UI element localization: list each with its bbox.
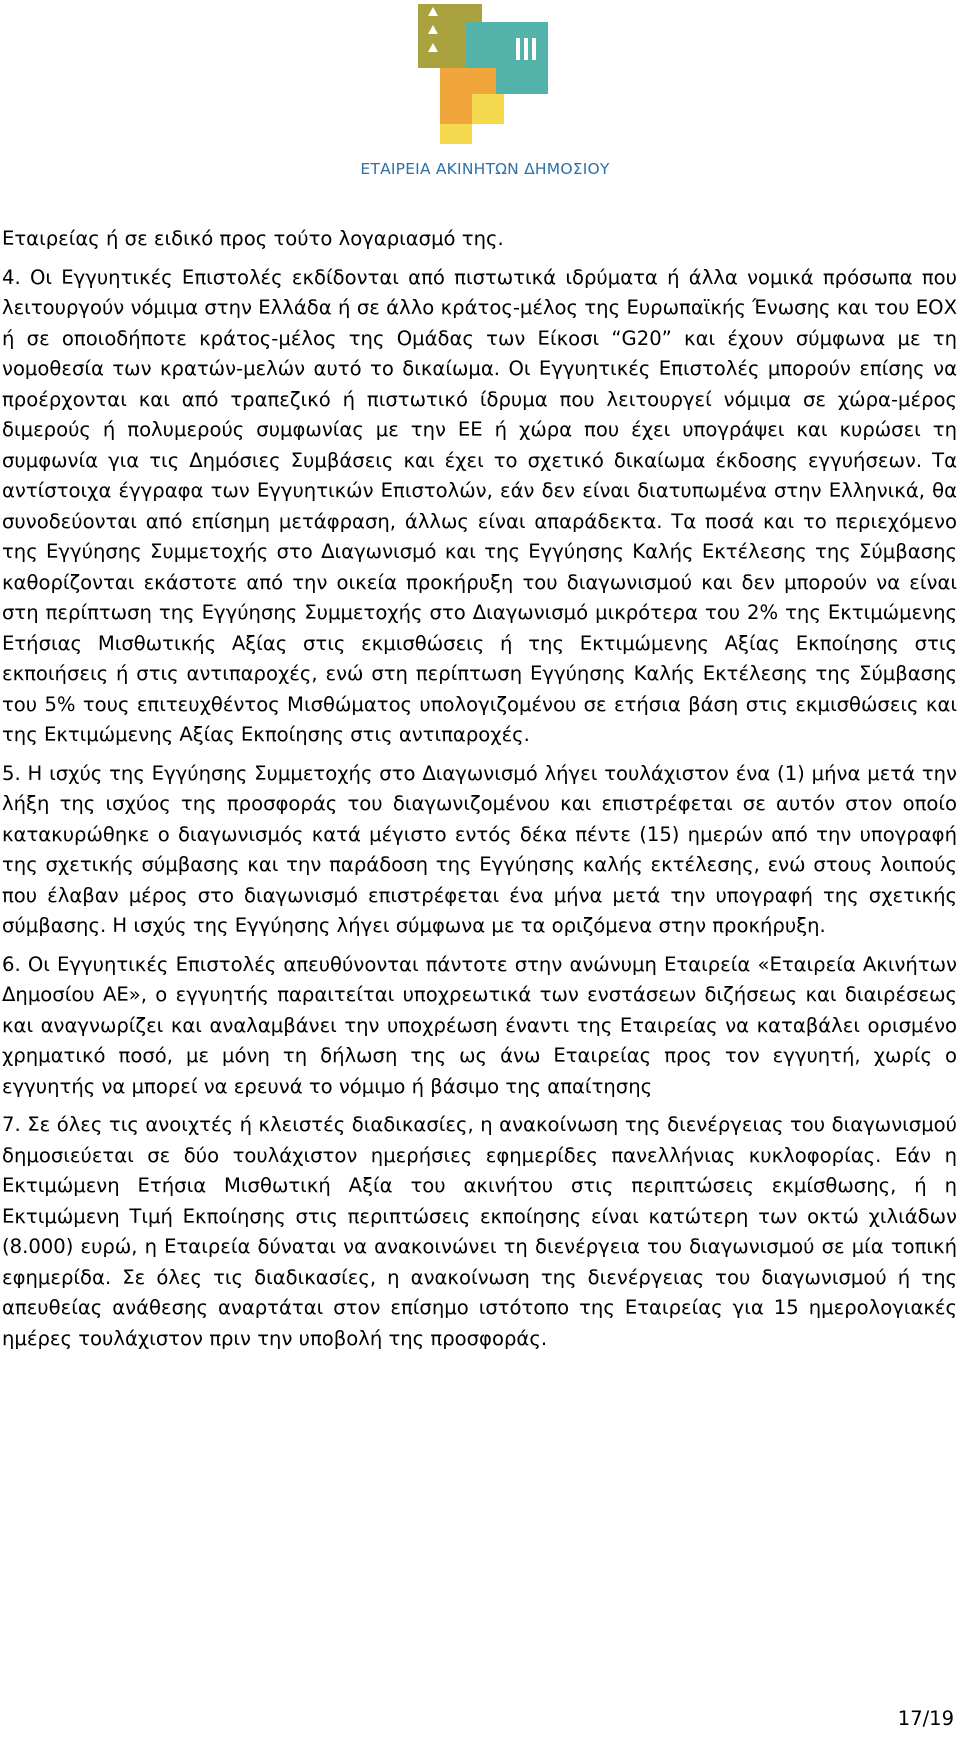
paragraph-7: 7. Σε όλες τις ανοιχτές ή κλειστές διαδικασίες, η ανακοίνωση της διενέργειας του διαγωνισμού δημοσιεύεται σε δύο τουλάχιστον ημερήσιες εφημερίδες πανελλήνιας κυκλοφορίας. Εάν η Εκτιμώμενη Ετήσια Μισθωτική Αξία του ακινήτου στις περιπτώσεις εκμίσθωσης, ή η Εκτιμώμενη Τιμή Εκποίησης στις περιπτώσεις εκποίησης είναι κατώτερη των οκτώ χιλιάδων (8.000) ευρώ, η Εταιρεία δύναται να ανακοινώνει τη διενέργεια του διαγωνισμού σε μία τοπική εφημερίδα. Σε όλες τις διαδικασίες, η ανακοίνωση της διενέργειας του διαγωνισμού ή της απευθείας ανάθεσης αναρτάται στον επίσημο ιστότοπο της Εταιρείας για 15 ημερολογιακές ημέρες τουλάχιστον πριν την υποβολή της προσφοράς. <box>2 1113 957 1350</box>
logo-shapes <box>418 4 548 144</box>
document-body <box>2 224 957 1354</box>
paragraph-4: 4. Οι Εγγυητικές Επιστολές εκδίδονται από πιστωτικά ιδρύματα ή άλλα νομικά πρόσωπα που λειτουργούν νόμιμα στην Ελλάδα ή σε άλλο κράτος-μέλος της Ευρωπαϊκής Ένωσης και του ΕΟΧ ή σε οποιοδήποτε κράτος-μέλος της Ομάδας των Είκοσι “G20” και έχουν σύμφωνα με τη νομοθεσία των κρατών-μελών αυτό το δικαίωμα. Οι Εγγυητικές Επιστολές μπορούν επίσης να προέρχονται και από τραπεζικό ή πιστωτικό ίδρυμα που λειτουργεί νόμιμα σε χώρα-μέρος διμερούς ή πολυμερούς συμφωνίας με την ΕΕ ή χώρα που έχει υπογράψει και κυρώσει τη συμφωνία για τις Δημόσιες Συμβάσεις και έχει το σχετικό δικαίωμα έκδοσης εγγυήσεων. Τα αντίστοιχα έγγραφα των Εγγυητικών Επιστολών, εάν δεν είναι διατυπωμένα στην Ελληνικά, θα συνοδεύονται από επίσημη μετάφραση, άλλως είναι απαράδεκτα. Τα ποσά και το περιεχόμενο της Εγγύησης Συμμετοχής στο Διαγωνισμό και της Εγγύησης Καλής Εκτέλεσης της Σύμβασης καθορίζονται εκάστοτε από την οικεία προκήρυξη του διαγωνισμού και δεν μπορούν να είναι στη περίπτωση της Εγγύησης Συμμετοχής στο Διαγωνισμό μικρότερα του 2% της Εκτιμώμενης Ετήσιας Μισθωτικής Αξίας στις εκμισθώσεις ή της Εκτιμώμενης Αξίας Εκποίησης στις εκποιήσεις ή στις αντιπαροχές, ενώ στη περίπτωση Εγγύησης Καλής Εκτέλεσης της Σύμβασης του 5% τους επιτευχθέντος Μισθώματος υπολογιζομένου σε ετήσια βάση στις εκμισθώσεις και της Εκτιμώμενης Αξίας Εκποίησης στις αντιπαροχές. <box>2 265 957 746</box>
company-logo-icon <box>418 4 548 144</box>
page-number: 17/19 <box>897 1707 954 1730</box>
page-header-logo <box>350 0 620 185</box>
organization-name: ΕΤΑΙΡΕΙΑ ΑΚΙΝΗΤΩΝ ΔΗΜΟΣΙΟΥ <box>360 160 610 178</box>
paragraph-6: 6. Οι Εγγυητικές Επιστολές απευθύνονται πάντοτε στην ανώνυμη Εταιρεία «Εταιρεία Ακινήτων Δημοσίου ΑΕ», ο εγγυητής παραιτείται υποχρεωτικά των ενστάσεων διζήσεως και διαιρέσεως και αναγνωρίζει και αναλαμβάνει την υποχρέωση έναντι της Εταιρείας να καταβάλει ορισμένο χρηματικό ποσό, με μόνη τη δήλωση της ως άνω Εταιρείας προς τον εγγυητή, χωρίς ο εγγυητής να μπορεί να ερευνά το νόμιμο ή βάσιμο της απαίτησης <box>2 952 957 1098</box>
paragraph-continuation: Εταιρείας ή σε ειδικό προς τούτο λογαριασμό της. <box>2 227 504 250</box>
paragraph-5: 5. Η ισχύς της Εγγύησης Συμμετοχής στο Διαγωνισμό λήγει τουλάχιστον ένα (1) μήνα μετά την λήξη της ισχύος της προσφοράς του διαγωνιζομένου και επιστρέφεται σε αυτόν στον οποίο κατακυρώθηκε ο διαγωνισμός κατά μέγιστο εντός δέκα πέντε (15) ημερών από την υπογραφή της σχετικής σύμβασης και την παράδοση της Εγγύησης καλής εκτέλεσης, ενώ στους λοιπούς που έλαβαν μέρος στο διαγωνισμό επιστρέφεται ένα μήνα μετά την υπογραφή της σχετικής σύμβασης. Η ισχύς της Εγγύησης λήγει σύμφωνα με τα οριζόμενα στην προκήρυξη. <box>2 761 957 937</box>
